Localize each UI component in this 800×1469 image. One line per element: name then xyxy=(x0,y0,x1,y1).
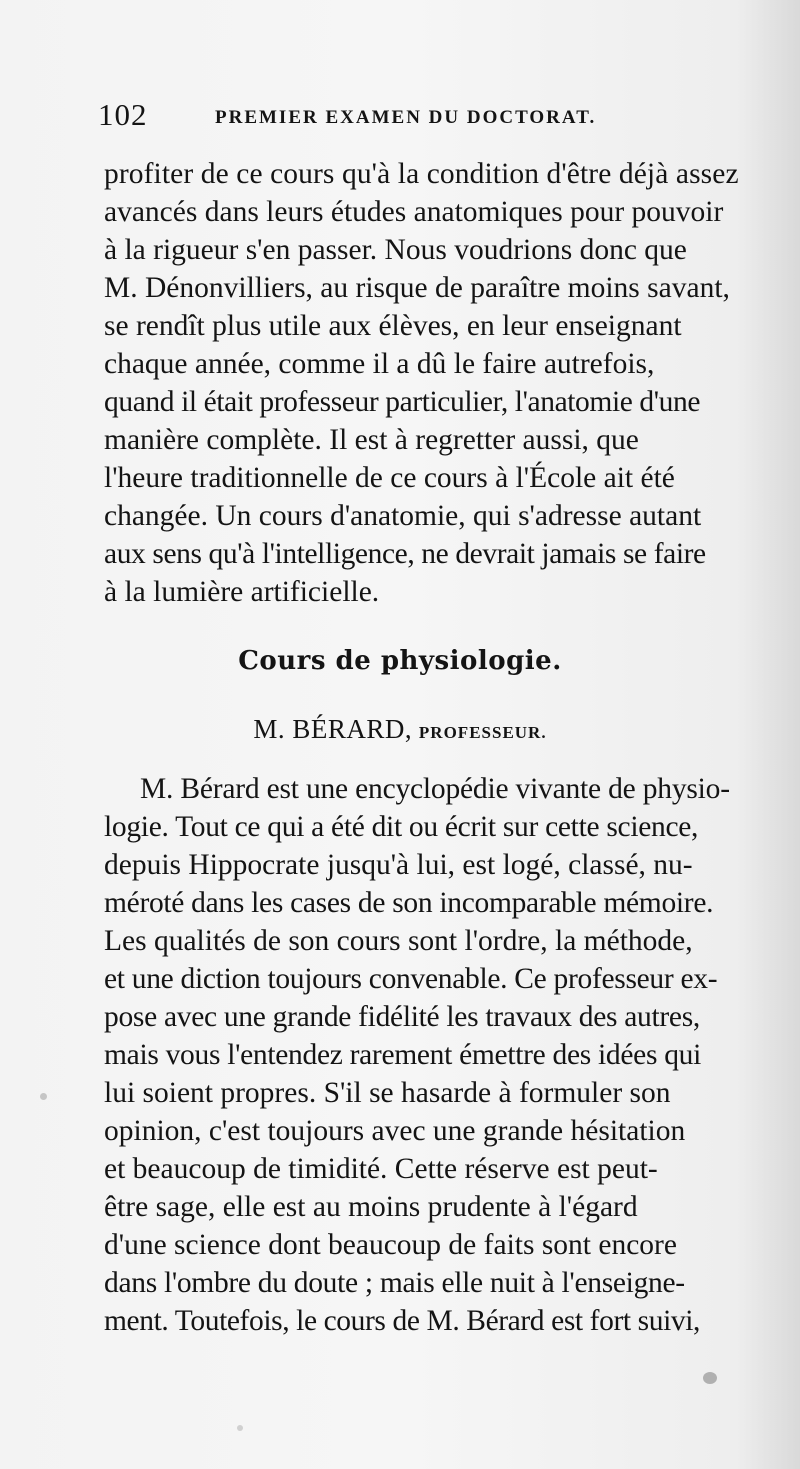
text-line: changée. Un cours d'anatomie, qui s'adresse autant xyxy=(104,500,702,532)
text-line: lui soient propres. S'il se hasarde à formuler son xyxy=(104,1077,671,1109)
text-line: méroté dans les cases de son incomparable mémoire. xyxy=(104,887,714,919)
professor-name: M. BÉRARD, xyxy=(253,714,413,744)
text-line: et beaucoup de timidité. Cette réserve est peut- xyxy=(104,1153,658,1185)
text-line: à la lumière artificielle. xyxy=(104,576,380,608)
text-line: être sage, elle est au moins prudente à l'égard xyxy=(104,1191,638,1223)
text-line: opinion, c'est toujours avec une grande hésitation xyxy=(104,1115,686,1147)
text-line: profiter de ce cours qu'à la condition d'être déjà assez xyxy=(104,158,739,190)
text-line: M. Dénonvilliers, au risque de paraître moins savant, xyxy=(104,272,730,304)
text-line: Les qualités de son cours sont l'ordre, la méthode, xyxy=(104,925,693,957)
text-line: dans l'ombre du doute ; mais elle nuit à l'enseigne- xyxy=(104,1267,685,1299)
ink-smudge xyxy=(703,1372,717,1384)
text-line: et une diction toujours convenable. Ce professeur ex- xyxy=(104,963,718,995)
text-line: l'heure traditionnelle de ce cours à l'École ait été xyxy=(104,462,675,494)
professor-role: PROFESSEUR. xyxy=(418,723,547,742)
running-title: PREMIER EXAMEN DU DOCTORAT. xyxy=(215,107,597,128)
ink-smudge xyxy=(237,1425,243,1431)
text-line: M. Bérard est une encyclopédie vivante de physio- xyxy=(140,773,730,805)
professor-line xyxy=(0,714,800,745)
text-line: se rendît plus utile aux élèves, en leur enseignant xyxy=(104,310,682,342)
text-line: d'une science dont beaucoup de faits sont encore xyxy=(104,1229,677,1261)
text-line: mais vous l'entendez rarement émettre des idées qui xyxy=(104,1039,701,1071)
text-line: logie. Tout ce qui a été dit ou écrit sur cette science, xyxy=(104,811,699,843)
text-line: quand il était professeur particulier, l'anatomie d'une xyxy=(104,386,701,418)
text-line: à la rigueur s'en passer. Nous voudrions donc que xyxy=(104,234,687,266)
text-line: ment. Toutefois, le cours de M. Bérard est fort suivi, xyxy=(104,1305,700,1337)
text-line: chaque année, comme il a dû le faire autrefois, xyxy=(104,348,655,380)
page-number: 102 xyxy=(98,97,148,132)
section-heading: Cours de physiologie. xyxy=(238,646,562,676)
text-line: manière complète. Il est à regretter aussi, que xyxy=(104,424,639,456)
text-line: pose avec une grande fidélité les travaux des autres, xyxy=(104,1001,700,1033)
running-head xyxy=(98,97,738,137)
text-line: aux sens qu'à l'intelligence, ne devrait jamais se faire xyxy=(104,538,706,570)
text-line: avancés dans leurs études anatomiques pour pouvoir xyxy=(104,196,724,228)
text-line: depuis Hippocrate jusqu'à lui, est logé, classé, nu- xyxy=(104,849,693,881)
ink-smudge xyxy=(40,1093,47,1100)
